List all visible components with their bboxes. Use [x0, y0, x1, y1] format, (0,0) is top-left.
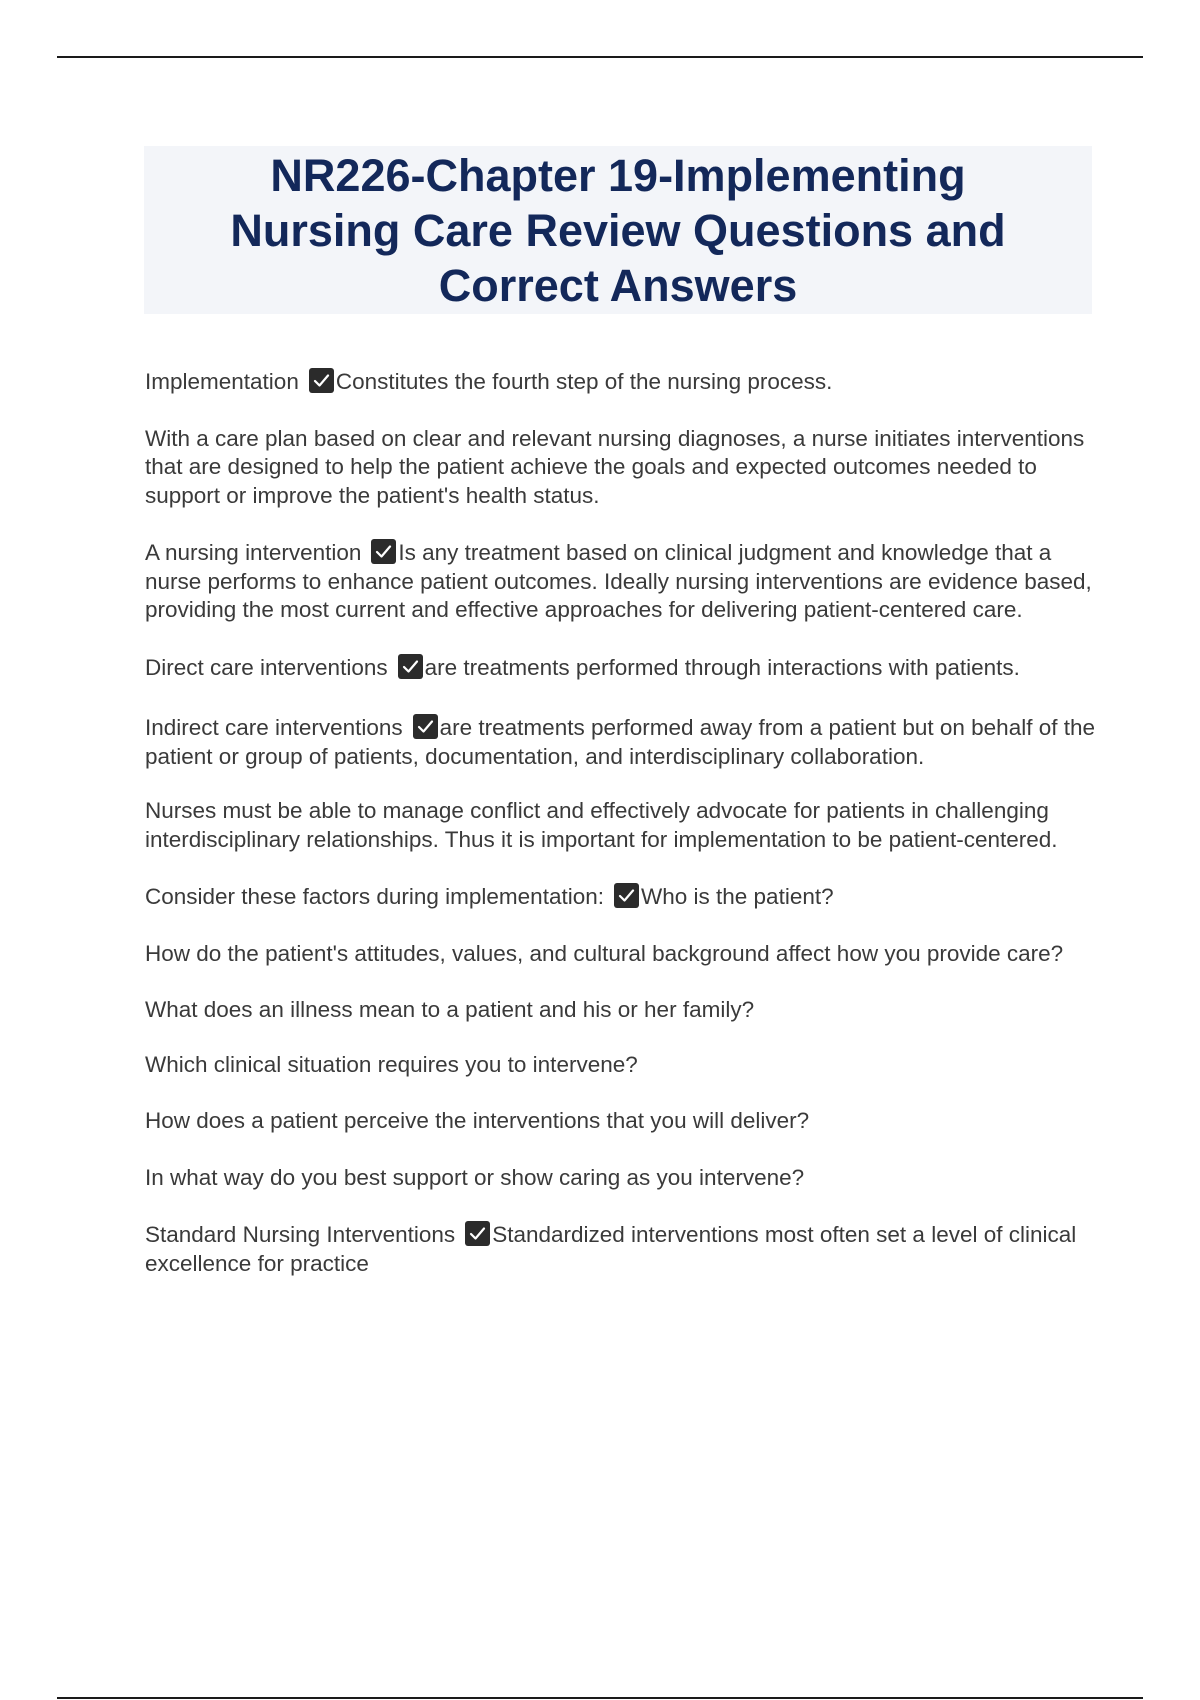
- qa-item: [145, 368, 1095, 397]
- qa-item: [145, 1221, 1095, 1278]
- check-box-icon: [371, 539, 396, 564]
- question-term: A nursing intervention: [145, 540, 362, 565]
- question-term: Indirect care interventions: [145, 715, 403, 740]
- qa-item: [145, 714, 1095, 771]
- footer-rule: [57, 1697, 1143, 1699]
- paragraph: In what way do you best support or show caring as you intervene?: [145, 1164, 805, 1190]
- paragraph: Nurses must be able to manage conflict and effectively advocate for patients in challenging interdisciplinary relationships. Thus it is important for implementation to be patient-centered.: [145, 798, 1058, 852]
- title-line-3: Correct Answers: [438, 260, 798, 311]
- title-banner: [144, 146, 1092, 314]
- answer-text: are treatments performed away from a patient but on behalf of the patient or group of patients, documentation, and interdisciplinary collaboration.: [145, 715, 1096, 769]
- paragraph: What does an illness mean to a patient and his or her family?: [145, 997, 755, 1022]
- check-box-icon: [614, 883, 639, 908]
- paragraph: With a care plan based on clear and relevant nursing diagnoses, a nurse initiates interventions that are designed to help the patient achieve the goals and expected outcomes needed to support or improve the patient's health status.: [145, 425, 1085, 508]
- answer-text: Standardized interventions most often set a level of clinical excellence for practice: [145, 1222, 1077, 1276]
- answer-text: Is any treatment based on clinical judgment and knowledge that a nurse performs to enhance patient outcomes. Ideally nursing interventions are evidence based, providing the most current and effective approaches for delivering patient-centered care.: [145, 540, 1092, 622]
- answer-text: Who is the patient?: [641, 884, 834, 909]
- question-term: Implementation: [145, 369, 299, 394]
- title-line-1: NR226-Chapter 19-Implementing: [270, 150, 966, 201]
- check-box-icon: [309, 368, 334, 393]
- question-term: Direct care interventions: [145, 654, 388, 680]
- qa-item: [145, 654, 1095, 683]
- qa-item: [145, 539, 1095, 625]
- document-title: [164, 148, 1072, 313]
- answer-text: Constitutes the fourth step of the nursing process.: [335, 369, 833, 394]
- question-term: Standard Nursing Interventions: [145, 1222, 456, 1247]
- paragraph: How do the patient's attitudes, values, and cultural background affect how you provide care?: [145, 940, 1064, 966]
- paragraph: Which clinical situation requires you to intervene?: [145, 1051, 638, 1077]
- check-box-icon: [465, 1221, 490, 1246]
- question-term: Consider these factors during implementation:: [145, 884, 604, 909]
- answer-text: are treatments performed through interactions with patients.: [424, 654, 1020, 680]
- title-line-2: Nursing Care Review Questions and: [230, 205, 1006, 256]
- check-box-icon: [398, 654, 423, 679]
- paragraph: How does a patient perceive the interventions that you will deliver?: [145, 1108, 810, 1133]
- check-box-icon: [413, 714, 438, 739]
- qa-list: [145, 368, 1095, 1278]
- header-rule: [57, 56, 1143, 58]
- qa-item: [145, 883, 1095, 912]
